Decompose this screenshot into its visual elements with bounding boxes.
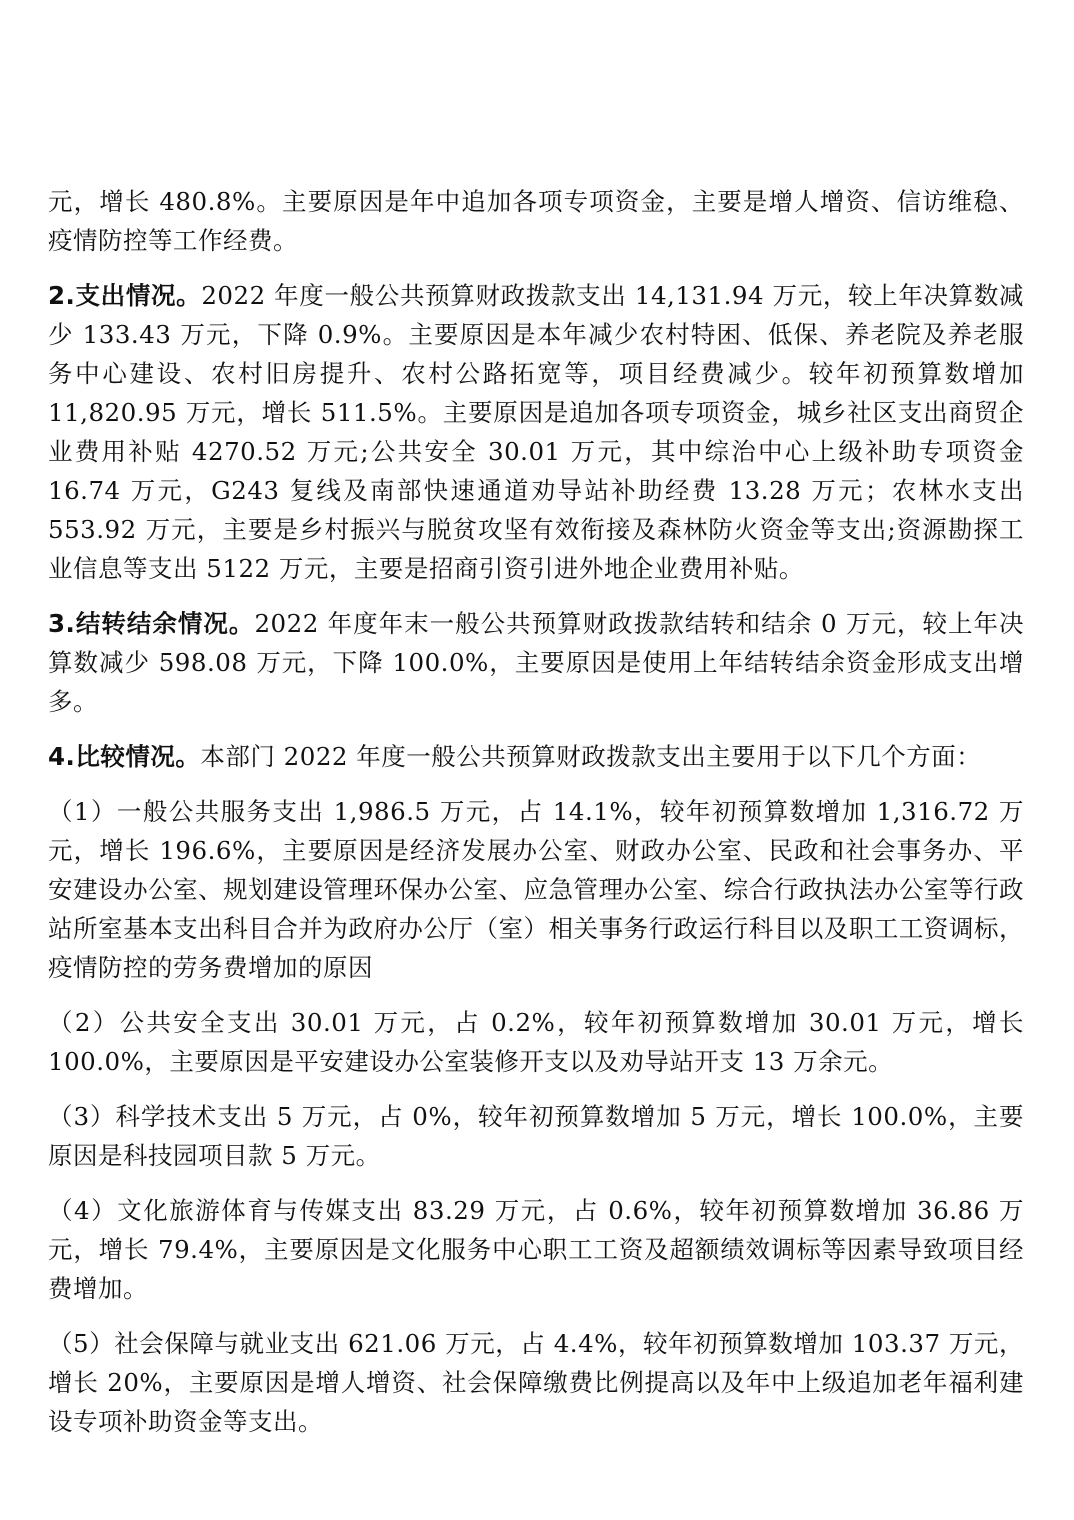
paragraph-carryover <box>48 604 1024 721</box>
paragraph-text: 2022 年度一般公共预算财政拨款支出 14,131.94 万元，较上年决算数减少 133.43 万元，下降 0.9%。主要原因是本年减少农村特困、低保、养老院及养老服务中心建设、农村旧房提升、农村公路拓宽等，项目经费减少。较年初预算数增加 11,820.95 万元，增长 511.5%。主要原因是追加各项专项资金，城乡社区支出商贸企业费用补贴 4270.52 万元;公共安全 30.01 万元，其中综治中心上级补助专项资金 16.74 万元，G243 复线及南部快速通道劝导站补助经费 13.28 万元；农林水支出 553.92 万元，主要是乡村振兴与脱贫攻坚有效衔接及森林防火资金等支出;资源勘探工业信息等支出 5122 万元，主要是招商引资引进外地企业费用补贴。 <box>48 281 1024 583</box>
paragraph-text: （5）社会保障与就业支出 621.06 万元，占 4.4%，较年初预算数增加 103.37 万元，增长 20%，主要原因是增人增资、社会保障缴费比例提高以及年中上级追加老年福利建设专项补助资金等支出。 <box>48 1329 1024 1436</box>
paragraph-expenditure <box>48 276 1024 588</box>
section-heading: 4.比较情况。 <box>48 742 201 771</box>
paragraph-text: （2）公共安全支出 30.01 万元，占 0.2%，较年初预算数增加 30.01 万元，增长 100.0%，主要原因是平安建设办公室装修开支以及劝导站开支 13 万余元。 <box>48 1008 1024 1076</box>
document-page <box>48 182 1024 1457</box>
paragraph-income-continuation <box>48 182 1024 260</box>
paragraph-text: 2022 年度年末一般公共预算财政拨款结转和结余 0 万元，较上年决算数减少 598.08 万元，下降 100.0%，主要原因是使用上年结转结余资金形成支出增多。 <box>48 609 1024 716</box>
paragraph-text: （4）文化旅游体育与传媒支出 83.29 万元，占 0.6%，较年初预算数增加 36.86 万元，增长 79.4%，主要原因是文化服务中心职工工资及超额绩效调标等因素导致项目经费增加。 <box>48 1196 1024 1303</box>
list-item-social-security <box>48 1324 1024 1441</box>
section-heading: 2.支出情况。 <box>48 281 202 310</box>
paragraph-comparison <box>48 737 1024 776</box>
list-item-public-security <box>48 1003 1024 1081</box>
list-item-culture-tourism <box>48 1191 1024 1308</box>
list-item-science-technology <box>48 1097 1024 1175</box>
section-heading: 3.结转结余情况。 <box>48 609 255 638</box>
paragraph-text: （3）科学技术支出 5 万元，占 0%，较年初预算数增加 5 万元，增长 100.0%，主要原因是科技园项目款 5 万元。 <box>48 1102 1024 1170</box>
paragraph-text: （1）一般公共服务支出 1,986.5 万元，占 14.1%，较年初预算数增加 1,316.72 万元，增长 196.6%，主要原因是经济发展办公室、财政办公室、民政和社会事务办、平安建设办公室、规划建设管理环保办公室、应急管理办公室、综合行政执法办公室等行政站所室基本支出科目合并为政府办公厅（室）相关事务行政运行科目以及职工工资调标，疫情防控的劳务费增加的原因 <box>48 797 1024 982</box>
paragraph-text: 元，增长 480.8%。主要原因是年中追加各项专项资金，主要是增人增资、信访维稳、疫情防控等工作经费。 <box>48 187 1024 255</box>
list-item-general-public-services <box>48 792 1024 987</box>
paragraph-text: 本部门 2022 年度一般公共预算财政拨款支出主要用于以下几个方面： <box>200 742 982 771</box>
